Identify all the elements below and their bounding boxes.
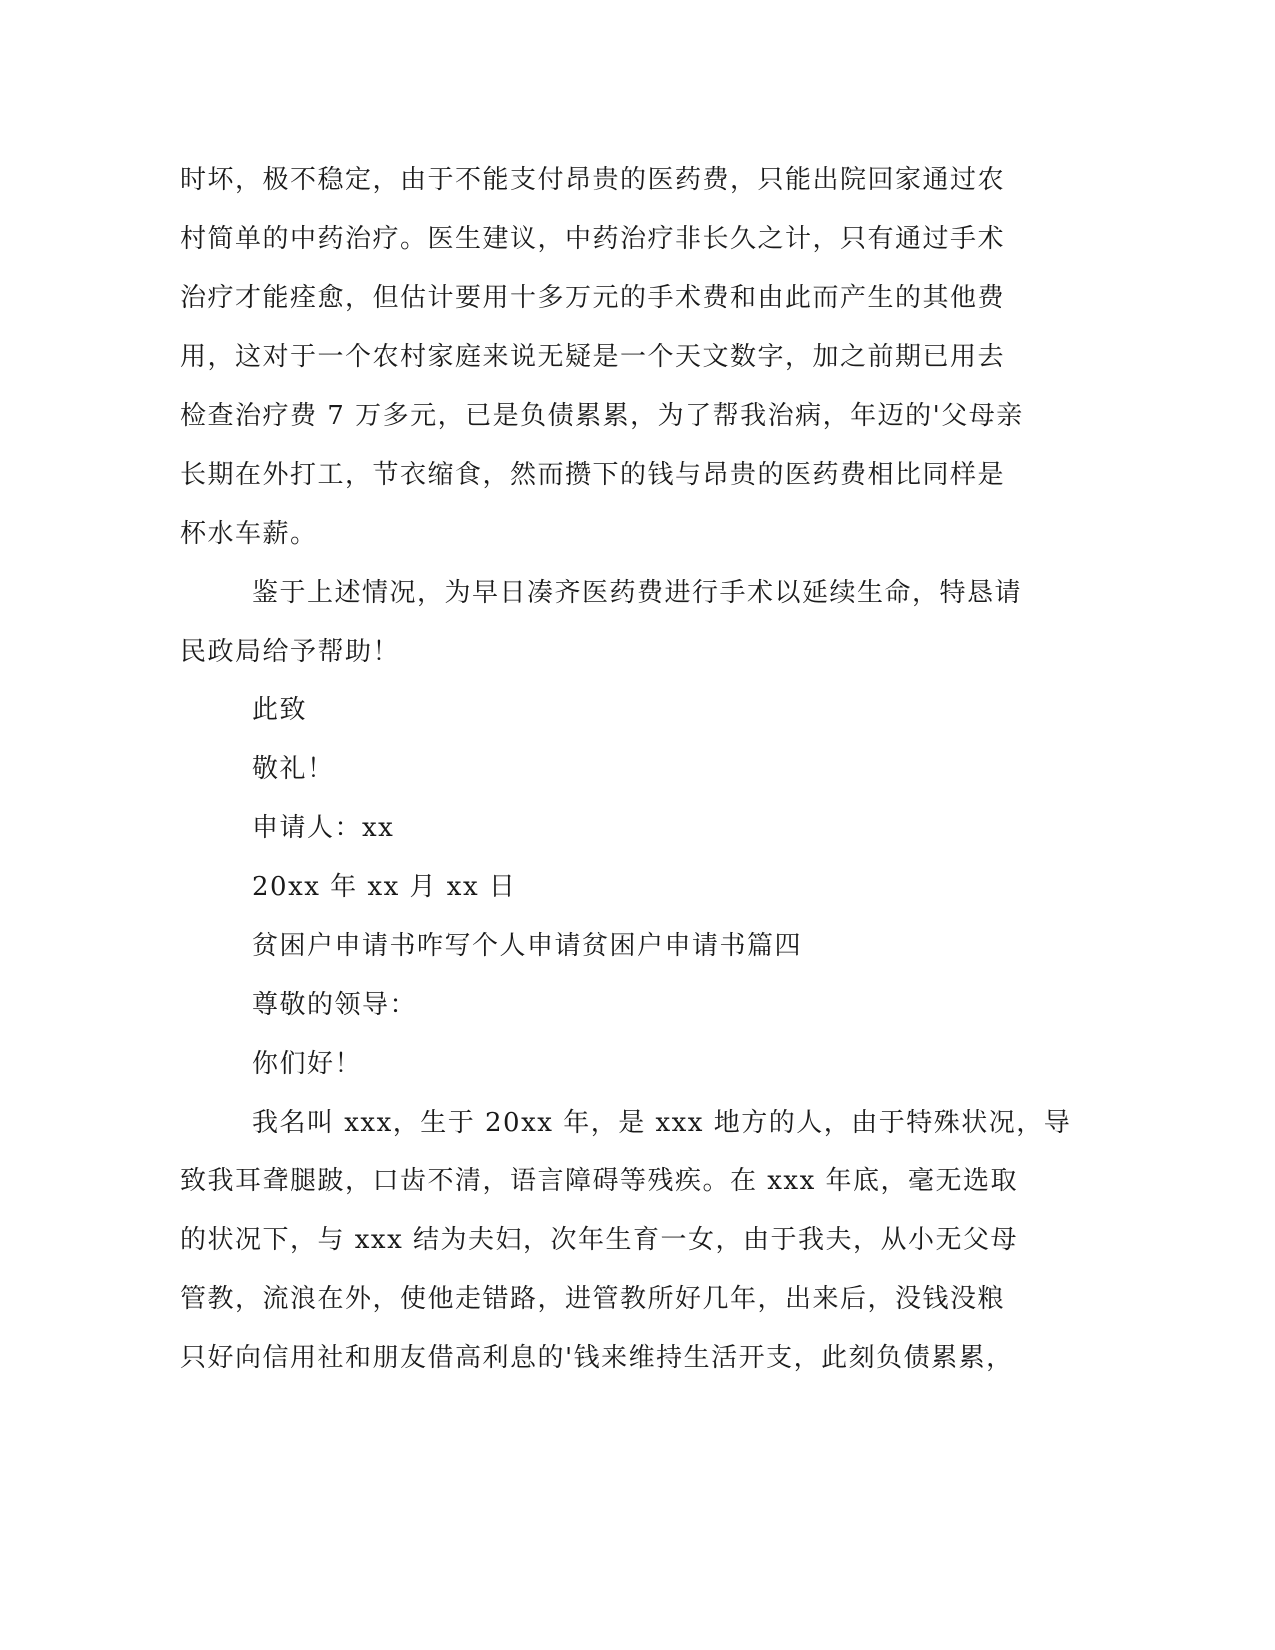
text-line: 致我耳聋腿跛，口齿不清，语言障碍等残疾。在 xxx 年底，毫无选取 <box>180 1166 1019 1196</box>
text-line: 长期在外打工，节衣缩食，然而攒下的钱与昂贵的医药费相比同样是 <box>180 460 1006 490</box>
text-line: 杯水车薪。 <box>180 519 318 549</box>
text-line: 治疗才能痊愈，但估计要用十多万元的手术费和由此而产生的其他费 <box>180 283 1006 313</box>
closing-respect: 敬礼！ <box>252 754 335 784</box>
greeting-recipient: 尊敬的领导： <box>252 990 418 1020</box>
closing-salutation: 此致 <box>252 695 308 725</box>
text-line: 管教，流浪在外，使他走错路，进管教所好几年，出来后，没钱没粮 <box>180 1284 1006 1314</box>
text-line: 村简单的中药治疗。医生建议，中药治疗非长久之计，只有通过手术 <box>180 224 1006 254</box>
section-title: 贫困户申请书咋写个人申请贫困户申请书篇四 <box>252 931 803 961</box>
text-line: 时坏，极不稳定，由于不能支付昂贵的医药费，只能出院回家通过农 <box>180 165 1006 195</box>
paragraph-start-line: 鉴于上述情况，为早日凑齐医药费进行手术以延续生命，特恳请 <box>252 578 1023 608</box>
text-line: 用，这对于一个农村家庭来说无疑是一个天文数字，加之前期已用去 <box>180 342 1006 372</box>
applicant-name: 申请人：xx <box>252 813 395 843</box>
text-line: 检查治疗费 7 万多元，已是负债累累，为了帮我治病，年迈的'父母亲 <box>180 401 1024 431</box>
text-line: 的状况下，与 xxx 结为夫妇，次年生育一女，由于我夫，从小无父母 <box>180 1225 1019 1255</box>
application-date: 20xx 年 xx 月 xx 日 <box>252 872 517 902</box>
greeting-hello: 你们好！ <box>252 1049 363 1079</box>
text-line: 只好向信用社和朋友借高利息的'钱来维持生活开支，此刻负债累累， <box>180 1343 1014 1373</box>
paragraph-start-line: 我名叫 xxx，生于 20xx 年，是 xxx 地方的人，由于特殊状况，导 <box>252 1108 1072 1138</box>
text-line: 民政局给予帮助！ <box>180 637 401 667</box>
